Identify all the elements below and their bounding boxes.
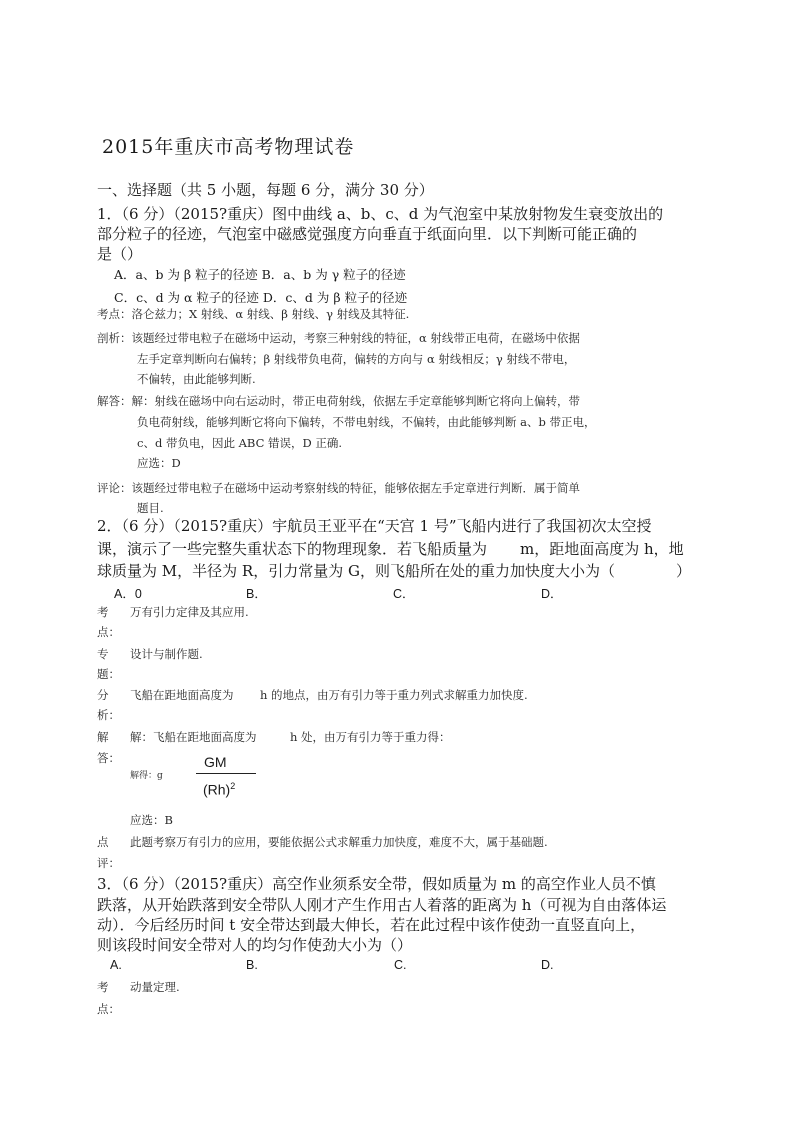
q3-line-2: 跌落，从开始跌落到安全带队人刚才产生作用古人着落的距离为 h（可视为自由落体运 <box>97 896 667 914</box>
q2-jieda-b: h 处，由万有引力等于重力得： <box>290 730 451 744</box>
q2-fenxi-label-2: 析： <box>97 708 120 722</box>
q3-line-4: 则该段时间安全带对人的均匀作使劲大小为（） <box>97 936 413 954</box>
q1-line-3: 是（） <box>97 245 143 263</box>
q1-comment-2: 题目. <box>137 501 164 515</box>
q2-option-a: A．0 <box>114 587 142 601</box>
q2-line-2b: m，距地面高度为 h，地 <box>520 540 684 558</box>
q1-answer-1: 解答：解：射线在磁场中向右运动时，带正电荷射线，依据左手定章能够判断它将向上偏转，带 <box>97 394 580 408</box>
fraction-bar <box>196 773 256 774</box>
q1-answer-2: 负电荷射线，能够判断它将向下偏转，不带电射线，不偏转，由此能够判断 a、b 带正电， <box>137 415 596 429</box>
q1-line-2: 部分粒子的径迹，气泡室中磁感觉强度方向垂直于纸面向里．以下判断可能正确的 <box>97 225 638 243</box>
formula-denominator <box>203 781 235 798</box>
q2-option-d: D． <box>541 587 563 601</box>
q2-fenxi-a: 飞船在距地面高度为 <box>130 688 234 702</box>
q2-dianping: 此题考察万有引力的应用，要能依据公式求解重力加快度，难度不大，属于基础题. <box>130 835 548 849</box>
q1-choice: 应选：D <box>137 456 181 470</box>
q2-zhuanti-label-2: 题： <box>97 667 120 681</box>
q1-kaodian: 考点：洛仑兹力；X 射线、α 射线、β 射线、γ 射线及其特征. <box>97 307 410 321</box>
q2-dianping-label-1: 点 <box>97 835 109 849</box>
q3-line-1: 3．（6 分）（2015?重庆）高空作业须系安全带，假如质量为 m 的高空作业人员不慎 <box>97 875 656 893</box>
q2-line-2a: 课，演示了一些完整失重状态下的物理现象．若飞船质量为 <box>97 540 488 558</box>
q1-comment-1: 评论：该题经过带电粒子在磁场中运动考察射线的特征，能够依据左手定章进行判断．属于简单 <box>97 481 580 495</box>
formula-numerator: GM <box>204 754 227 770</box>
q3-option-c: C. <box>394 958 407 972</box>
q1-analysis-1: 剖析：该题经过带电粒子在磁场中运动，考察三种射线的特征，α 射线带正电荷，在磁场中依据 <box>97 331 580 345</box>
q2-choice: 应选：B <box>130 813 173 827</box>
q2-kaodian-label-1: 考 <box>97 605 109 619</box>
q2-dianping-label-2: 评： <box>97 856 120 870</box>
q3-option-a: A. <box>110 958 122 972</box>
page-title: 2015年重庆市高考物理试卷 <box>102 136 355 158</box>
q2-jieda-label-1: 解 <box>97 730 109 744</box>
q2-jieda-label-2: 答： <box>97 751 120 765</box>
q2-kaodian: 万有引力定律及其应用. <box>130 605 249 619</box>
q1-options-ab: A．a、b 为 β 粒子的径迹 B．a、b 为 γ 粒子的径迹 <box>114 267 406 282</box>
q3-kaodian: 动量定理. <box>130 980 180 994</box>
q2-line-3a: 球质量为 M，半径为 R，引力常量为 G，则飞船所在处的重力加快度大小为（ <box>97 562 615 580</box>
q2-zhuanti-label-1: 专 <box>97 647 109 661</box>
q2-line-3b: ） <box>676 562 692 580</box>
q3-option-b: B. <box>246 958 258 972</box>
q2-jieda-a: 解：飞船在距地面高度为 <box>130 730 257 744</box>
q1-analysis-2: 左手定章判断向右偏转；β 射线带负电荷，偏转的方向与 α 射线相反；γ 射线不带电， <box>137 352 576 366</box>
q1-options-cd: C．c、d 为 α 粒子的径迹 D．c、d 为 β 粒子的径迹 <box>114 290 408 305</box>
q2-line-1: 2．（6 分）（2015?重庆）宇航员王亚平在“天宫 1 号”飞船内进行了我国初次太空授 <box>97 517 652 535</box>
q1-analysis-3: 不偏转，由此能够判断. <box>137 372 256 386</box>
q3-kaodian-label-2: 点： <box>97 1002 120 1016</box>
q1-answer-3: c、d 带负电，因此 ABC 错误，D 正确. <box>137 436 343 450</box>
formula-denominator-base: (Rh) <box>203 781 231 798</box>
formula-exponent: 2 <box>230 781 236 791</box>
q2-option-b: B． <box>246 587 267 601</box>
formula-prefix: 解得：g <box>130 771 163 781</box>
q1-line-1: 1．（6 分）（2015?重庆）图中曲线 a、b、c、d 为气泡室中某放射物发生衰变放出的 <box>97 205 664 223</box>
q3-line-3: 动）．今后经历时间 t 安全带达到最大伸长，若在此过程中该作使劲一直竖直向上， <box>97 916 646 934</box>
q2-zhuanti: 设计与制作题. <box>130 647 203 661</box>
q2-kaodian-label-2: 点： <box>97 625 120 639</box>
q3-option-d: D. <box>541 958 554 972</box>
q2-fenxi-b: h 的地点，由万有引力等于重力列式求解重力加快度. <box>260 688 528 702</box>
q3-kaodian-label-1: 考 <box>97 980 109 994</box>
section-heading: 一、选择题（共 5 小题，每题 6 分，满分 30 分） <box>97 181 434 199</box>
q2-fenxi-label-1: 分 <box>97 688 109 702</box>
q2-option-c: C． <box>393 587 415 601</box>
